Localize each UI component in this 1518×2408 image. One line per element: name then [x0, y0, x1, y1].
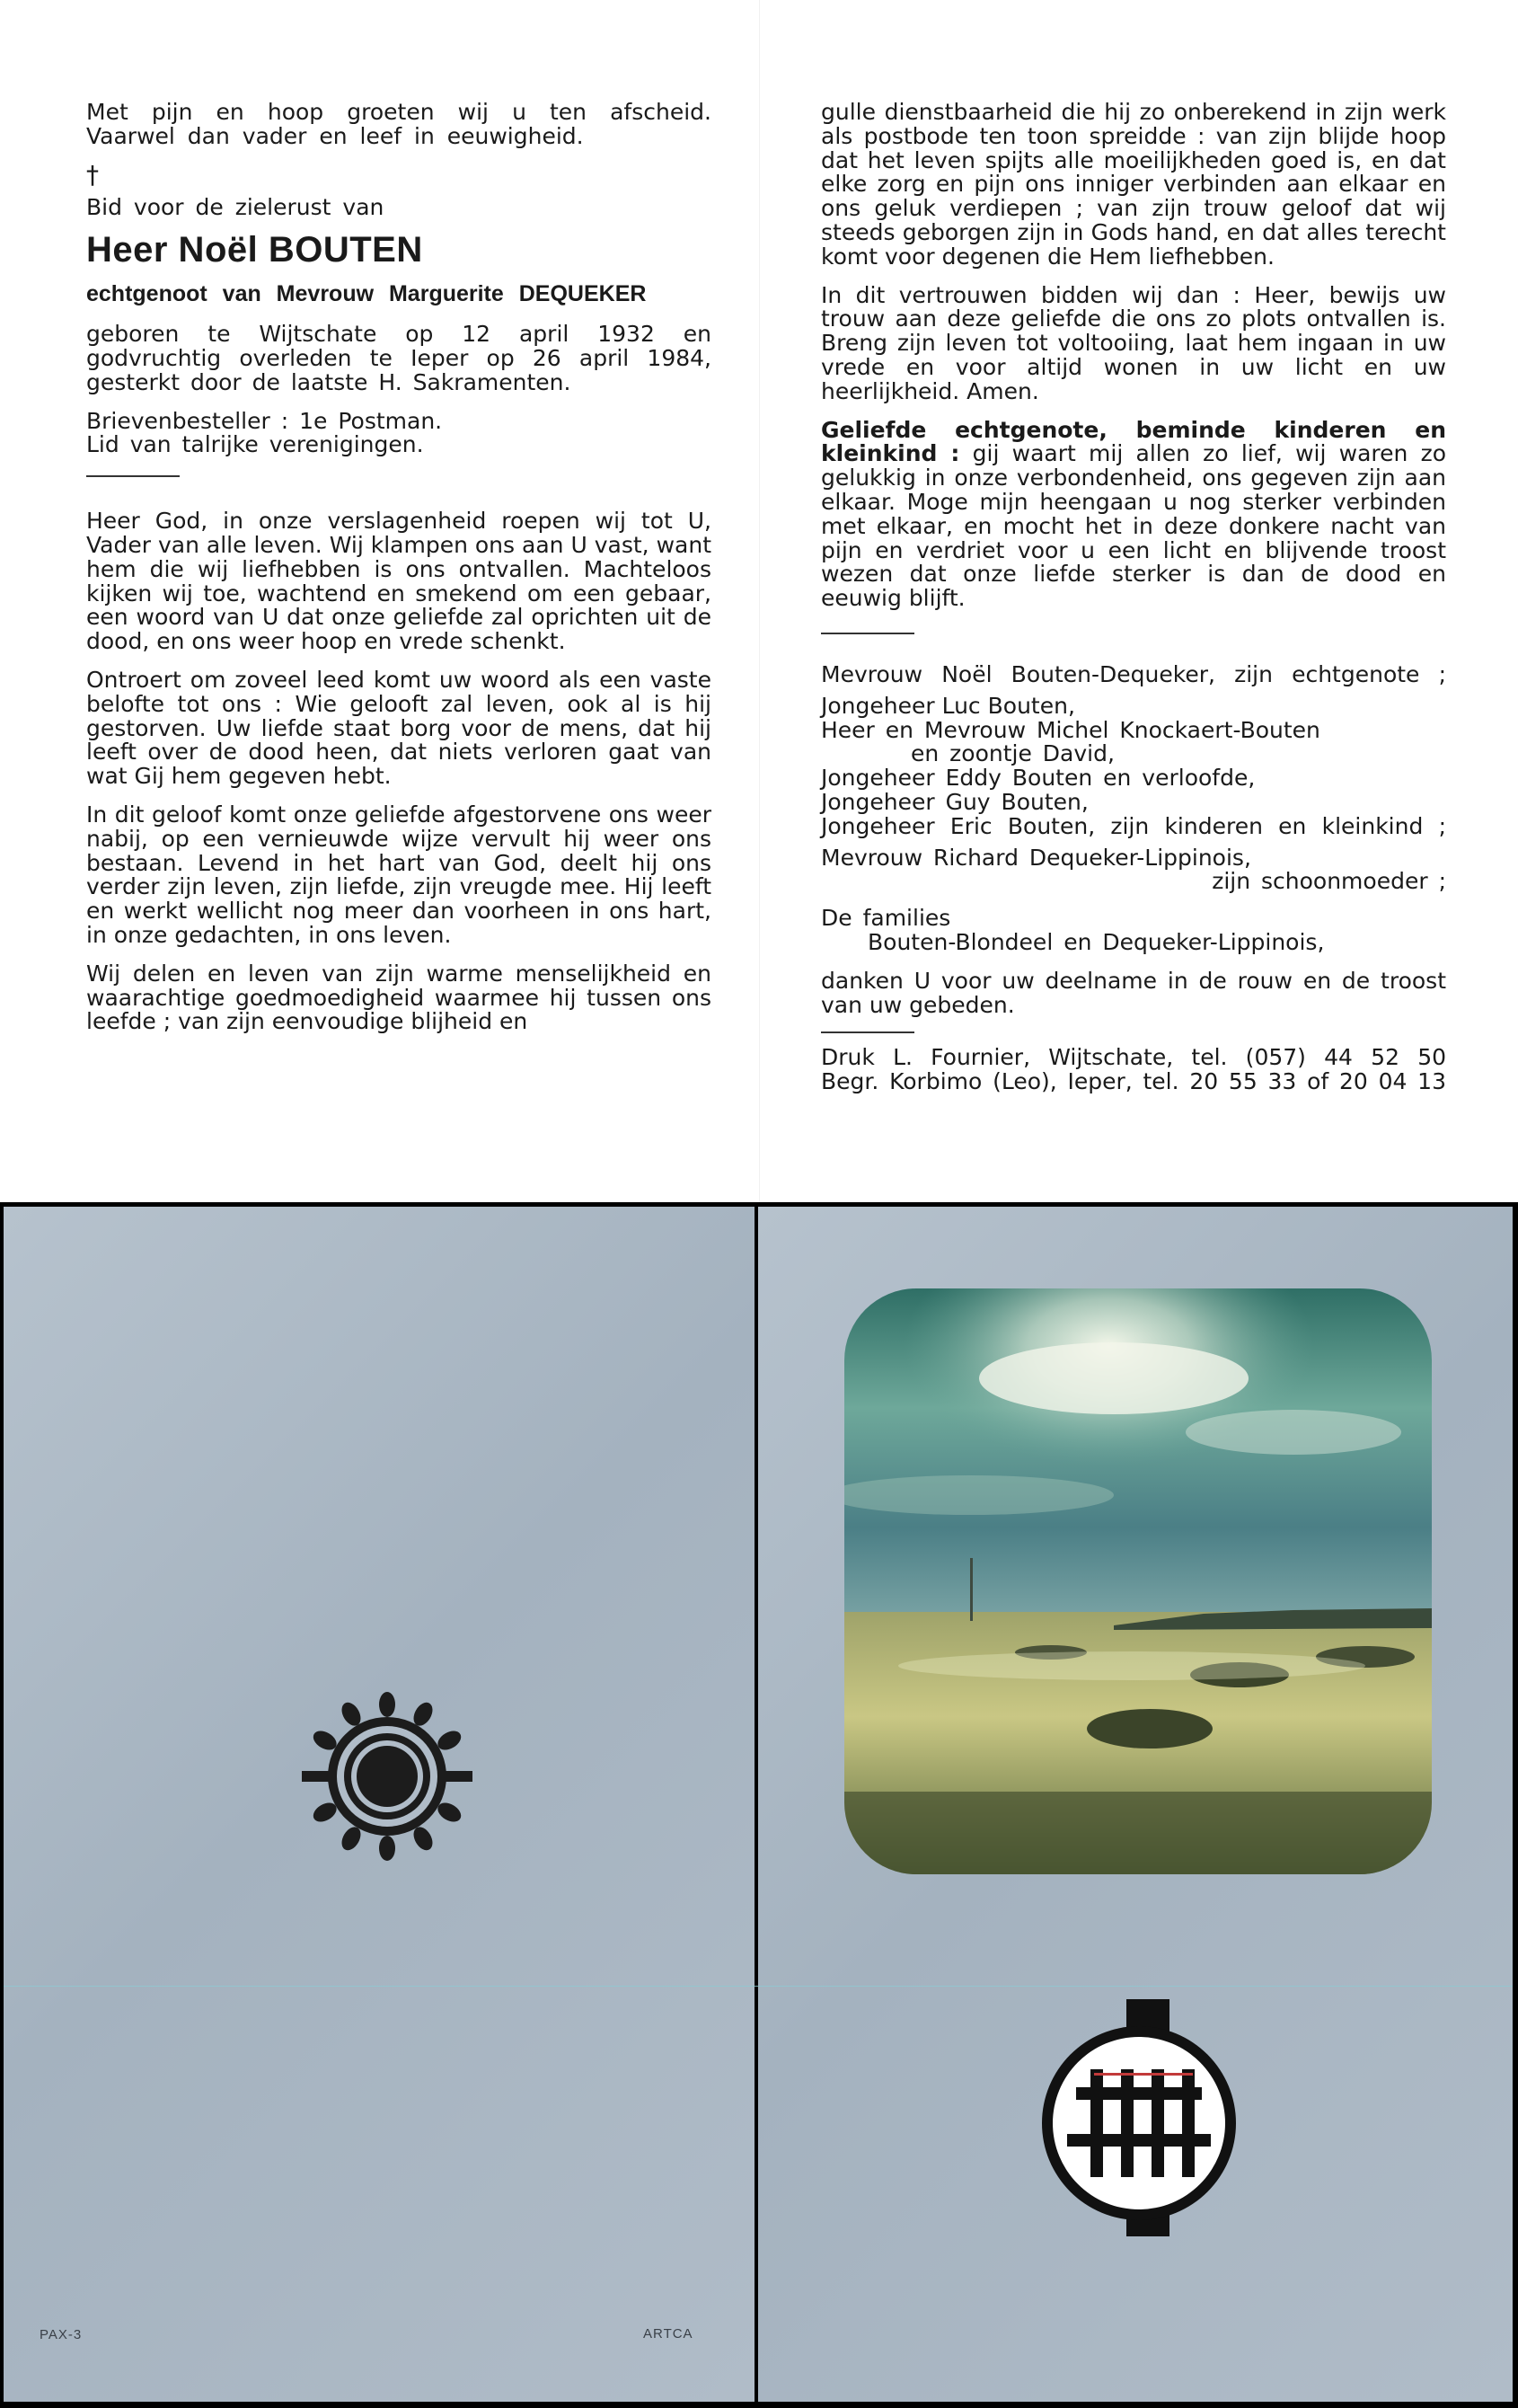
family-line: Jongeheer Eddy Bouten en verloofde,	[821, 765, 1256, 792]
divider	[821, 1031, 914, 1033]
family-line: Jongeheer Guy Bouten,	[821, 788, 1089, 815]
cover-code: PAX-3	[40, 2327, 83, 2342]
born-line-1: geboren te Wijtschate op 12 april 1932 en	[86, 321, 711, 348]
prayer-paragraph-1: Heer God, in onze verslagenheid roepen wij tot U, Vader van alle leven. Wij klampen ons aan U vast, want hem die wij liefhebben is ons ontvallen. Machteloos kijken wij toe, wachtend en smekend om een gebaar, een woord van U dat onze geliefde zal oprichten uit de dood, en ons weer hoop en vrede schenkt.	[86, 508, 711, 655]
printer-line-1: Druk L. Fournier, Wijtschate, tel. (057) 44 52 50	[821, 1044, 1446, 1071]
inner-spread	[0, 0, 1518, 1202]
cross-emblem-icon	[1040, 1999, 1238, 2236]
born-line-3: gesterkt door de laatste H. Sakramenten.	[86, 368, 571, 395]
family-line: Heer en Mevrouw Michel Knockaert-Bouten	[821, 716, 1320, 743]
family-line: danken U voor uw deelname in de rouw en de troost van uw gebeden.	[821, 967, 1446, 1018]
opening-line-1: Met pijn en hoop groeten wij u ten afscheid.	[86, 99, 711, 125]
family-line: Jongeheer Luc Bouten,	[821, 692, 1075, 719]
cross-symbol: †	[86, 159, 99, 190]
left-page	[86, 101, 711, 1049]
sun-emblem-icon	[302, 1691, 472, 1862]
prayer-paragraph-2: Ontroert om zoveel leed komt uw woord als een vaste belofte tot ons : Wie gelooft zal leven, ook al is hij gestorven. Uw liefde staat borg voor de mens, dat hij leeft over de dood heen, dat niets verloren gaat van wat Gij hem gegeven hebt.	[86, 666, 711, 790]
opening-line-2: Vaarwel dan vader en leef in eeuwigheid.	[86, 122, 584, 149]
family-line: Jongeheer Eric Bouten, zijn kinderen en kleinkind ;	[821, 812, 1446, 839]
job-line-1: Brievenbesteller : 1e Postman.	[86, 407, 443, 434]
right-page	[821, 101, 1446, 1094]
family-line: Bouten-Blondeel en Dequeker-Lippinois,	[868, 928, 1325, 955]
cover-brand: ARTCA	[643, 2326, 693, 2342]
job-line-2: Lid van talrijke verenigingen.	[86, 431, 424, 458]
tribute-paragraph-1: gulle dienstbaarheid die hij zo onberekend in zijn werk als postbode ten toon spreidde : van zijn blijde hoop dat het leven spijts alle moeilijkheden goed is, en dat elke zorg en pijn ons inniger verbinden aan elkaar en ons geluk verdiepen ; van zijn trouw geloof dat wij steeds geborgen zijn in Gods hand, en dat alles terecht komt voor degenen die Hem liefhebben.	[821, 99, 1446, 270]
printer-line-2: Begr. Korbimo (Leo), Ieper, tel. 20 55 33 of 20 04 13	[821, 1068, 1446, 1095]
cyan-hairline	[4, 1986, 1513, 1987]
pray-line: Bid voor de zielerust van	[86, 193, 384, 220]
family-list	[821, 660, 1446, 1018]
prayer-paragraph-3: In dit geloof komt onze geliefde afgestorvene ons weer nabij, op een vernieuwde wijze vervult hij weer ons bestaan. Levend in het hart van God, deelt hij ons verder zijn leven, zijn liefde, zijn vreugde mee. Hij leeft en werkt wellicht nog meer dan voorheen in ons hart, in onze gedachten, in ons leven.	[86, 801, 711, 948]
farewell-paragraph	[821, 416, 1447, 612]
family-line: en zoontje David,	[911, 740, 1115, 767]
deceased-name: Heer Noël BOUTEN	[86, 230, 423, 270]
family-line: zijn schoonmoeder ;	[1212, 868, 1446, 895]
farewell-text: gij waart mij allen zo lief, wij waren zo gelukkig in onze verbondenheid, ons gegeven zijn aan elkaar. Moge mijn heengaan u nog sterker verbinden met elkaar, en mocht het in deze donkere nacht van pijn en verdriet voor u een licht en blijvende troost wezen dat onze liefde sterker is dan de dood en eeuwig blijft.	[821, 440, 1447, 612]
prayer-paragraph-4: Wij delen en leven van zijn warme menselijkheid en waarachtige goedmoedigheid waarmee hij tussen ons leefde ; van zijn eenvoudige blijheid en	[86, 960, 711, 1035]
born-line-2: godvruchtig overleden te Ieper op 26 april 1984,	[86, 344, 711, 371]
fold-line	[759, 0, 760, 1202]
family-line: Mevrouw Richard Dequeker-Lippinois,	[821, 844, 1251, 871]
divider	[86, 475, 180, 477]
seascape-photo	[844, 1288, 1432, 1874]
family-line: Mevrouw Noël Bouten-Dequeker, zijn echtgenote ;	[821, 660, 1446, 687]
family-line: De families	[821, 905, 951, 932]
divider	[821, 633, 914, 634]
spouse-line: echtgenoot van Mevrouw Marguerite DEQUEKER	[86, 281, 647, 307]
farewell-address: Geliefde echtgenote, beminde kinderen en kleinkind :	[821, 416, 1446, 467]
tribute-paragraph-2: In dit vertrouwen bidden wij dan : Heer, bewijs uw trouw aan deze geliefde die ons zo plots ontvallen is. Breng zijn leven tot voltooiing, laat hem ingaan in uw vrede en voor altijd wonen in uw licht en uw heerlijkheid. Amen.	[821, 281, 1446, 404]
